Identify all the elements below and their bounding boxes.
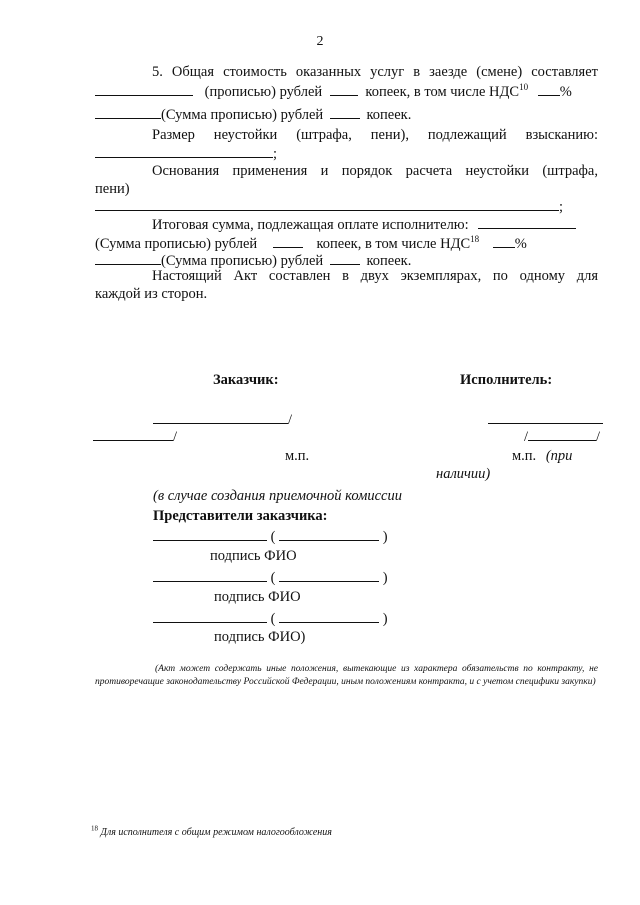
commission-sign-row-2: ( ) xyxy=(153,568,388,587)
penalty-line-2 xyxy=(95,144,277,163)
blank-grounds xyxy=(95,197,559,211)
blank-vat-2 xyxy=(493,234,515,248)
grounds-line-1: Основания применения и порядок расчета неустойки (штрафа, xyxy=(152,163,598,179)
footnote-text: Для исполнителя с общим режимом налогообложения xyxy=(100,827,332,838)
total-line-1 xyxy=(152,215,576,234)
commission-heading: Представители заказчика: xyxy=(153,508,328,524)
blank-kopecks-4 xyxy=(330,251,360,265)
blank-amount-2 xyxy=(95,105,161,119)
stamp-label: м.п. xyxy=(512,448,537,464)
if-any-label: (при xyxy=(545,448,573,464)
blank-penalty xyxy=(95,144,273,158)
grounds-line-2: пени) xyxy=(95,181,130,197)
blank-amount-3 xyxy=(95,251,161,265)
commission-note: (в случае создания приемочной комиссии xyxy=(153,488,402,504)
blank-kopecks-3 xyxy=(273,234,303,248)
semicolon: ; xyxy=(559,199,564,215)
blank-sign xyxy=(153,609,267,623)
copies-line-1: Настоящий Акт составлен в двух экземплярах, по одному для xyxy=(152,268,598,284)
blank-amount xyxy=(95,82,193,96)
grounds-line-3 xyxy=(95,197,563,216)
semicolon: ; xyxy=(273,146,278,162)
percent-sign: % xyxy=(514,236,527,252)
kopecks-label: копеек. xyxy=(366,253,412,269)
cost-paragraph-line-1: 5. Общая стоимость оказанных услуг в заезде (смене) составляет xyxy=(152,64,598,80)
penalty-line-1: Размер неустойки (штрафа, пени), подлежащий взысканию: xyxy=(152,127,598,143)
footnote xyxy=(91,826,332,839)
blank-fio xyxy=(279,527,379,541)
kopecks-label: копеек. xyxy=(366,107,412,123)
executor-stamp-label xyxy=(512,448,572,465)
copies-line-2: каждой из сторон. xyxy=(95,286,208,302)
sum-words-label: (Сумма прописью) рублей xyxy=(161,107,324,123)
customer-label: Заказчик: xyxy=(213,372,279,388)
cost-paragraph-line-2 xyxy=(95,82,598,101)
blank-customer-sign xyxy=(153,410,288,424)
executor-label: Исполнитель: xyxy=(460,372,553,388)
slash: / xyxy=(288,412,293,428)
slash: / xyxy=(173,429,178,445)
slash: / xyxy=(596,429,601,445)
cost-words-label: (прописью) рублей xyxy=(204,84,323,100)
commission-caption-2: подпись ФИО xyxy=(214,589,301,605)
blank-executor-sign xyxy=(488,410,603,424)
kopecks-vat-label: копеек, в том числе НДС xyxy=(316,236,471,252)
blank-vat xyxy=(538,82,560,96)
executor-signature-line-2 xyxy=(524,427,600,446)
footnote-ref-10: 10 xyxy=(519,82,529,93)
blank-executor-name xyxy=(528,427,596,441)
blank-fio xyxy=(279,568,379,582)
commission-caption-1: подпись ФИО xyxy=(210,548,297,564)
kopecks-vat-label: копеек, в том числе НДС xyxy=(365,84,520,100)
sum-words-label: (Сумма прописью) рублей xyxy=(95,236,258,252)
blank-total xyxy=(478,215,576,229)
footnote-ref-18: 18 xyxy=(470,234,480,245)
commission-sign-row-1: ( ) xyxy=(153,527,388,546)
slash: / xyxy=(524,429,529,445)
blank-sign xyxy=(153,568,267,582)
sum-words-label: (Сумма прописью) рублей xyxy=(161,253,324,269)
page-number: 2 xyxy=(316,34,324,49)
commission-caption-3: подпись ФИО) xyxy=(214,629,306,645)
customer-stamp-label: м.п. xyxy=(285,448,310,464)
footnote-mark: 18 xyxy=(91,824,98,833)
disclaimer: (Акт может содержать иные положения, вытекающие из характера обязательств по контракту, не противоречащие законодательству Российской Федерации, иным положениям контракта, и с учетом специфики закупки) xyxy=(95,664,598,687)
blank-sign xyxy=(153,527,267,541)
blank-kopecks xyxy=(330,82,358,96)
cost-paragraph-line-3 xyxy=(95,105,411,124)
blank-kopecks-2 xyxy=(330,105,360,119)
blank-customer-name xyxy=(93,427,173,441)
total-label: Итоговая сумма, подлежащая оплате исполнителю: xyxy=(152,217,469,233)
blank-fio xyxy=(279,609,379,623)
if-any-continuation: наличии) xyxy=(436,466,491,482)
percent-sign: % xyxy=(559,84,572,100)
commission-sign-row-3: ( ) xyxy=(153,609,388,628)
customer-signature-line-2 xyxy=(93,427,177,446)
